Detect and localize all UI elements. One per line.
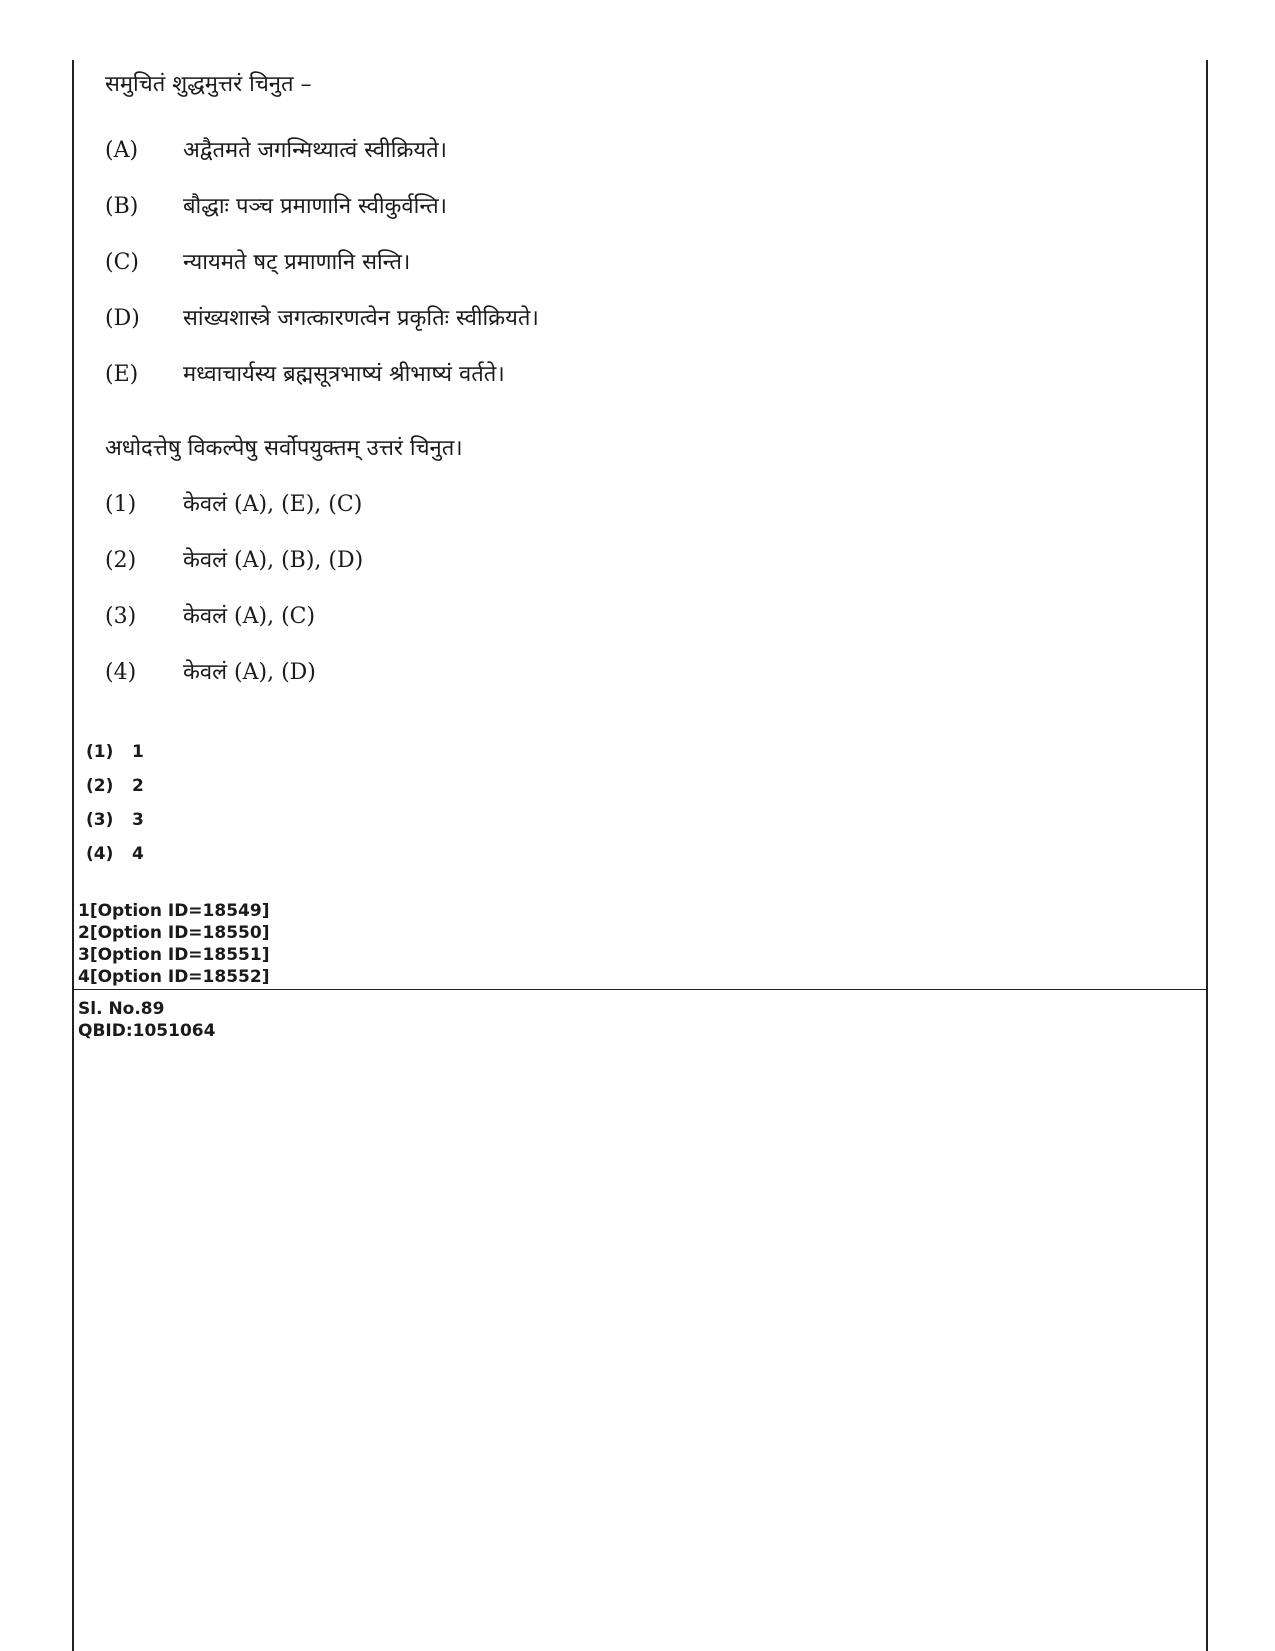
answer-option-value: 2 [132, 776, 144, 796]
option-id-list [78, 900, 269, 988]
answer-option-number: (2) [86, 776, 114, 796]
answer-option-1[interactable] [86, 742, 144, 762]
choice-text: केवलं (A), (C) [183, 604, 316, 629]
choice-text: केवलं (A), (B), (D) [183, 548, 364, 573]
answer-option-value: 1 [132, 742, 144, 762]
question-instruction: समुचितं शुद्धमुत्तरं चिनुत – [105, 72, 312, 97]
statement-label: (C) [105, 250, 139, 275]
choice-3 [105, 602, 315, 632]
choice-4 [105, 658, 316, 688]
answer-option-3[interactable] [86, 810, 144, 830]
choice-label: (1) [105, 492, 137, 517]
statement-label: (A) [105, 138, 139, 163]
answer-option-4[interactable] [86, 844, 144, 864]
question-divider [72, 989, 1208, 990]
answer-option-number: (4) [86, 844, 114, 864]
left-border [72, 60, 74, 1651]
next-question-meta [78, 998, 215, 1042]
statement-text: सांख्यशास्त्रे जगत्कारणत्वेन प्रकृतिः स्वीक्रियते। [183, 306, 539, 331]
choice-label: (2) [105, 548, 137, 573]
statement-text: अद्वैतमते जगन्मिथ्यात्वं स्वीक्रियते। [183, 138, 447, 163]
choice-text: केवलं (A), (D) [183, 660, 316, 685]
statement-b [105, 192, 447, 222]
answer-option-value: 4 [132, 844, 144, 864]
statement-e [105, 360, 505, 390]
answer-option-number: (1) [86, 742, 114, 762]
choice-1 [105, 490, 362, 520]
option-id: 1[Option ID=18549] [78, 901, 270, 921]
statement-label: (B) [105, 194, 139, 219]
choice-text: केवलं (A), (E), (C) [183, 492, 363, 517]
statement-label: (E) [105, 362, 139, 387]
option-id: 4[Option ID=18552] [78, 967, 270, 987]
choice-label: (4) [105, 660, 137, 685]
choice-2 [105, 546, 363, 576]
answer-option-value: 3 [132, 810, 144, 830]
choice-label: (3) [105, 604, 137, 629]
qbid: QBID:1051064 [78, 1021, 216, 1041]
answer-option-2[interactable] [86, 776, 144, 796]
statement-a [105, 136, 447, 166]
right-border [1206, 60, 1208, 1651]
statement-label: (D) [105, 306, 140, 331]
statement-text: बौद्धाः पञ्च प्रमाणानि स्वीकुर्वन्ति। [183, 194, 447, 219]
option-id: 2[Option ID=18550] [78, 923, 270, 943]
statement-c [105, 248, 410, 278]
statement-d [105, 304, 539, 334]
serial-number: Sl. No.89 [78, 999, 165, 1019]
statement-text: मध्वाचार्यस्य ब्रह्मसूत्रभाष्यं श्रीभाष्यं वर्तते। [183, 362, 505, 387]
answer-option-number: (3) [86, 810, 114, 830]
choose-prompt: अधोदत्तेषु विकल्पेषु सर्वोपयुक्तम् उत्तरं चिनुत। [105, 436, 463, 461]
option-id: 3[Option ID=18551] [78, 945, 270, 965]
statement-text: न्यायमते षट् प्रमाणानि सन्ति। [183, 250, 411, 275]
